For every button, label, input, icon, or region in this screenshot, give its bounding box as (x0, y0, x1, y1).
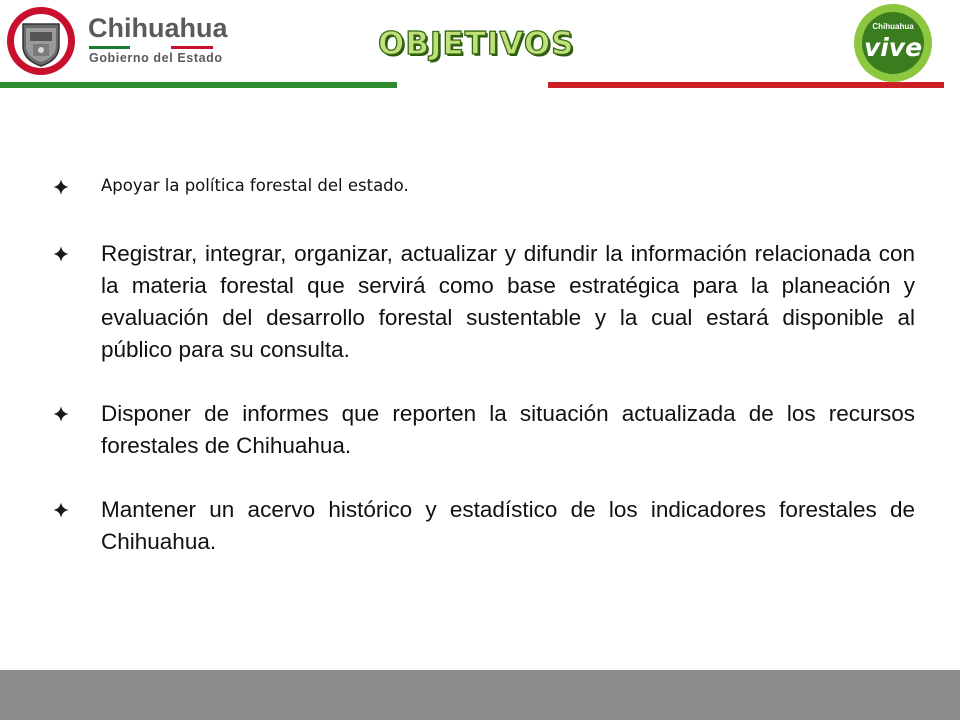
footer-bar (0, 670, 960, 720)
brand-name: Chihuahua (88, 13, 228, 43)
diamond-bullet-icon (53, 502, 69, 518)
diamond-bullet-icon (53, 179, 69, 195)
logo-small-text: Chihuahua (872, 22, 914, 31)
objective-text: Disponer de informes que reporten la situación actualizada de los recursos forestales de Chihuahua. (101, 401, 915, 458)
brand-subtitle: Gobierno del Estado (89, 51, 223, 65)
diamond-bullet-icon (53, 406, 69, 422)
page-title: OBJETIVOS (378, 26, 575, 62)
diamond-bullet-icon (53, 246, 69, 262)
objective-text: Registrar, integrar, organizar, actualizar y difundir la información relacionada con la materia forestal que servirá como base estratégica para la planeación y evaluación del desarrollo forestal sustentable y la cual estará disponible al público para su consulta. (101, 241, 915, 362)
objective-text: Apoyar la política forestal del estado. (101, 176, 409, 195)
objective-text: Mantener un acervo histórico y estadístico de los indicadores forestales de Chihuahua. (101, 497, 915, 554)
logo-big-text: vive (863, 33, 923, 62)
